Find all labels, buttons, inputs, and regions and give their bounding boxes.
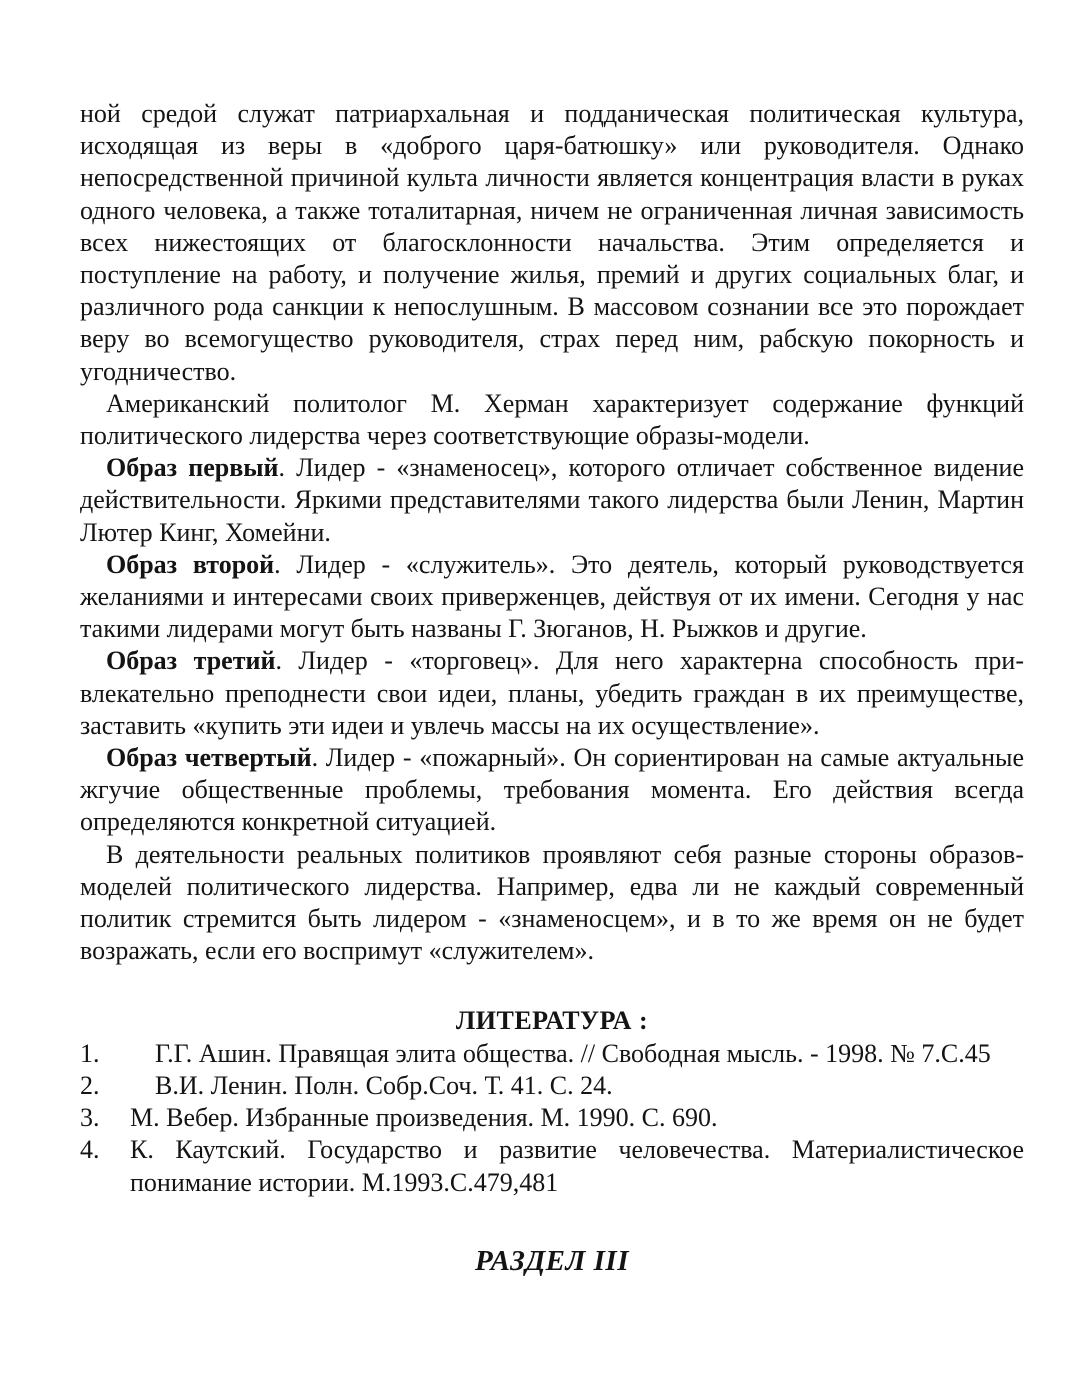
image-first-text: . Лидер - «знаменосец», которого отличает собственное видение действительности. Яркими представителями такого лидерства были Ленин, Мартин Лютер Кинг, Хомейни. bbox=[80, 453, 1024, 547]
literature-item bbox=[80, 1070, 1024, 1102]
image-first-label: Образ первый bbox=[106, 453, 279, 483]
literature-item bbox=[80, 1102, 1024, 1134]
paragraph-image-first bbox=[80, 452, 1024, 549]
literature-item-number: 3. bbox=[80, 1103, 100, 1133]
paragraph-cult-of-personality: ной средой служат патриархальная и подданическая политическая культура, исходящая из веры в «доброго царя-батюшку» или руководителя. Однако непосредственной причиной культа личности является концентрация власти в руках одного человека, а также тоталитарная, ничем не ограниченная личная зависимость всех нижестоящих от благосклонности начальства. Этим определяется и поступление на работу, и получение жилья, премий и других социальных благ, и различного рода санкции к непослушным. В массовом сознании все это порождает веру во всемогущество руководителя, страх перед ним, рабскую покорность и угодничество. bbox=[80, 99, 1024, 386]
literature-item-number: 2. bbox=[80, 1070, 100, 1100]
literature-item-text: М. Вебер. Избранные произведения. М. 1990. С. 690. bbox=[130, 1103, 718, 1133]
document-page bbox=[80, 98, 1024, 1277]
literature-item bbox=[80, 1038, 1024, 1070]
paragraph-herman-intro: Американский политолог М. Херман характеризует содержание функций политического лидерства через соответствующие образы-модели. bbox=[80, 388, 1024, 451]
literature-heading: ЛИТЕРАТУРА : bbox=[455, 1006, 649, 1036]
image-third-label: Образ третий bbox=[106, 646, 276, 676]
literature-item-text: В.И. Ленин. Полн. Собр.Соч. Т. 41. С. 24. bbox=[155, 1070, 613, 1100]
image-third-text: . Лидер - «торговец». Для него характерна способность привлекательно преподнести свои идеи, планы, убедить граждан в их преимуществе, заставить «купить эти идеи и увлечь массы на их осуществление». bbox=[80, 646, 1025, 740]
paragraph-image-third bbox=[80, 645, 1024, 742]
literature-list bbox=[80, 1038, 1024, 1199]
literature-item-number: 1. bbox=[80, 1038, 100, 1068]
image-fourth-text: . Лидер - «пожарный». Он сориентирован на самые актуальные жгучие общественные проблемы, требования момента. Его действия всегда определяются конкретной ситуацией. bbox=[80, 743, 1024, 837]
image-second-text: . Лидер - «служитель». Это деятель, который руководствуется желаниями и интересами своих приверженцев, действуя от их имени. Сегодня у нас такими лидерами могут быть названы Г. Зюганов, Н. Рыжков и другие. bbox=[80, 549, 1024, 644]
literature-item-text: К. Каутский. Государство и развитие человечества. Материалистическое понимание истории. М.1993.С.479,481 bbox=[130, 1135, 1024, 1197]
literature-item-text: Г.Г. Ашин. Правящая элита общества. // Свободная мысль. - 1998. № 7.С.45 bbox=[155, 1038, 991, 1068]
literature-item-number: 4. bbox=[80, 1135, 100, 1165]
literature-item bbox=[80, 1134, 1024, 1198]
section-title: РАЗДЕЛ III bbox=[474, 1244, 630, 1277]
image-fourth-label: Образ четвертый bbox=[106, 743, 312, 773]
paragraph-image-second bbox=[80, 549, 1024, 646]
image-second-label: Образ второй bbox=[106, 549, 275, 579]
paragraph-image-fourth bbox=[80, 742, 1024, 839]
paragraph-real-politicians: В деятельности реальных политиков проявляют себя разные стороны образов-моделей политического лидерства. Например, едва ли не каждый современный политик стремится быть лидером - «знаменосцем», и в то же время он не будет возражать, если его воспримут «служителем». bbox=[80, 839, 1024, 966]
